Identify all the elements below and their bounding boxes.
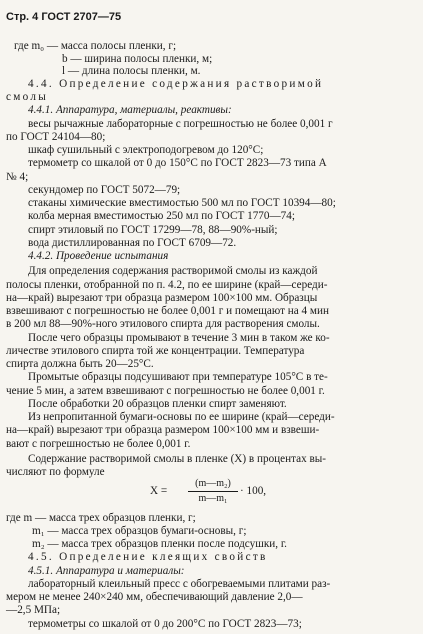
paragraph-line: взвешивают с погрешностью не более 0,001 г и помещают на 4 мин (6, 305, 329, 318)
paragraph-line: —2,5 МПа; (6, 604, 61, 617)
definition-m2: m₂ — масса трех образцов пленки после подсушки, г. (32, 538, 287, 551)
equipment-item: секундомер по ГОСТ 5072—79; (28, 183, 181, 196)
formula-rhs: · 100, (240, 485, 267, 498)
equipment-item: стаканы химические вместимостью 500 мл по ГОСТ 10394—80; (28, 197, 336, 210)
paragraph-line: числяют по формуле (6, 466, 105, 479)
paragraph-line: на—край) вырезают три образца размером 100×100 мм и взвеши- (6, 424, 320, 437)
equipment-item: колба мерная вместимостью 250 мл по ГОСТ 1770—74; (28, 210, 295, 223)
subsection-4-4-1: 4.4.1. Аппаратура, материалы, реактивы: (28, 104, 232, 117)
definition-m: где m — масса трех образцов пленки, г; (6, 511, 196, 524)
section-4-4-title: 4.4. Определение содержания растворимой (28, 77, 324, 90)
equipment-item: спирт этиловый по ГОСТ 17299—78, 88—90%-ный; (28, 223, 278, 236)
fraction-bar (188, 491, 238, 492)
paragraph-line: спирта должна быть 20—25°С. (6, 358, 154, 371)
paragraph-line: вают с погрешностью не более 0,001 г. (6, 437, 191, 450)
section-4-4-title-cont: смолы (6, 91, 49, 103)
paragraph-line: После обработки 20 образцов пленки спирт заменяют. (28, 397, 287, 410)
paragraph-line: лабораторный клеильный пресс с обогреваемыми плитами раз- (28, 577, 331, 590)
paragraph-line: личестве этилового спирта той же концентрации. Температура (6, 344, 305, 357)
section-4-5-title: 4.5. Определение клеящих свойств (28, 551, 268, 564)
equipment-item: шкаф сушильный с электроподогревом до 120°С; (28, 144, 264, 157)
paragraph-line: После чего образцы промывают в течение 3 мин в таком же ко- (28, 331, 330, 344)
paragraph-line: Из непропитанной бумаги-основы по ее ширине (край—середи- (28, 411, 335, 424)
definition-m0: где m₀ — масса полосы пленки, г; (14, 39, 177, 52)
paragraph-line: Для определения содержания растворимой смолы из каждой (28, 265, 318, 278)
paragraph-line: на—край) вырезают три образца размером 100×100 мм. Образцы (6, 291, 318, 304)
equipment-item: весы рычажные лабораторные с погрешностью не более 0,001 г (28, 117, 333, 130)
definition-l: l — длина полосы пленки, м. (62, 65, 201, 78)
subsection-4-4-2: 4.4.2. Проведение испытания (28, 250, 169, 263)
equipment-item: № 4; (6, 170, 29, 183)
formula-lhs: X = (150, 485, 168, 498)
equipment-item: вода дистиллированная по ГОСТ 6709—72. (28, 236, 237, 249)
subsection-4-5-1: 4.5.1. Аппаратура и материалы: (28, 564, 185, 577)
paragraph-line: Промытые образцы подсушивают при температуре 105°С в те- (28, 371, 328, 384)
paragraph-line: в 200 мл 88—90%-ного этилового спирта для растворения смолы. (6, 318, 320, 331)
formula-denominator: m—m₁ (198, 492, 228, 504)
paragraph-line: чение 5 мин, а затем взвешивают с погрешностью не более 0,001 г. (6, 384, 325, 397)
equipment-item: по ГОСТ 24104—80; (6, 130, 106, 143)
paragraph-line: Содержание растворимой смолы в пленке (X) в процентах вы- (28, 452, 327, 465)
paragraph-line: мером не менее 240×240 мм, обеспечивающий давление 2,0— (6, 591, 303, 604)
equipment-item: термометр со шкалой от 0 до 150°С по ГОСТ 2823—73 типа А (28, 157, 327, 170)
definition-m1: m₁ — масса трех образцов бумаги-основы, г; (32, 524, 247, 537)
formula-numerator: (m—m₂) (195, 478, 231, 490)
definition-b: b — ширина полосы пленки, м; (62, 53, 213, 66)
page-header: Стр. 4 ГОСТ 2707—75 (6, 11, 122, 24)
paragraph-line: полосы пленки, отобранной по п. 4.2, по ее ширине (край—середи- (6, 278, 328, 291)
paragraph-line: термометры со шкалой от 0 до 200°С по ГОСТ 2823—73; (28, 617, 302, 630)
